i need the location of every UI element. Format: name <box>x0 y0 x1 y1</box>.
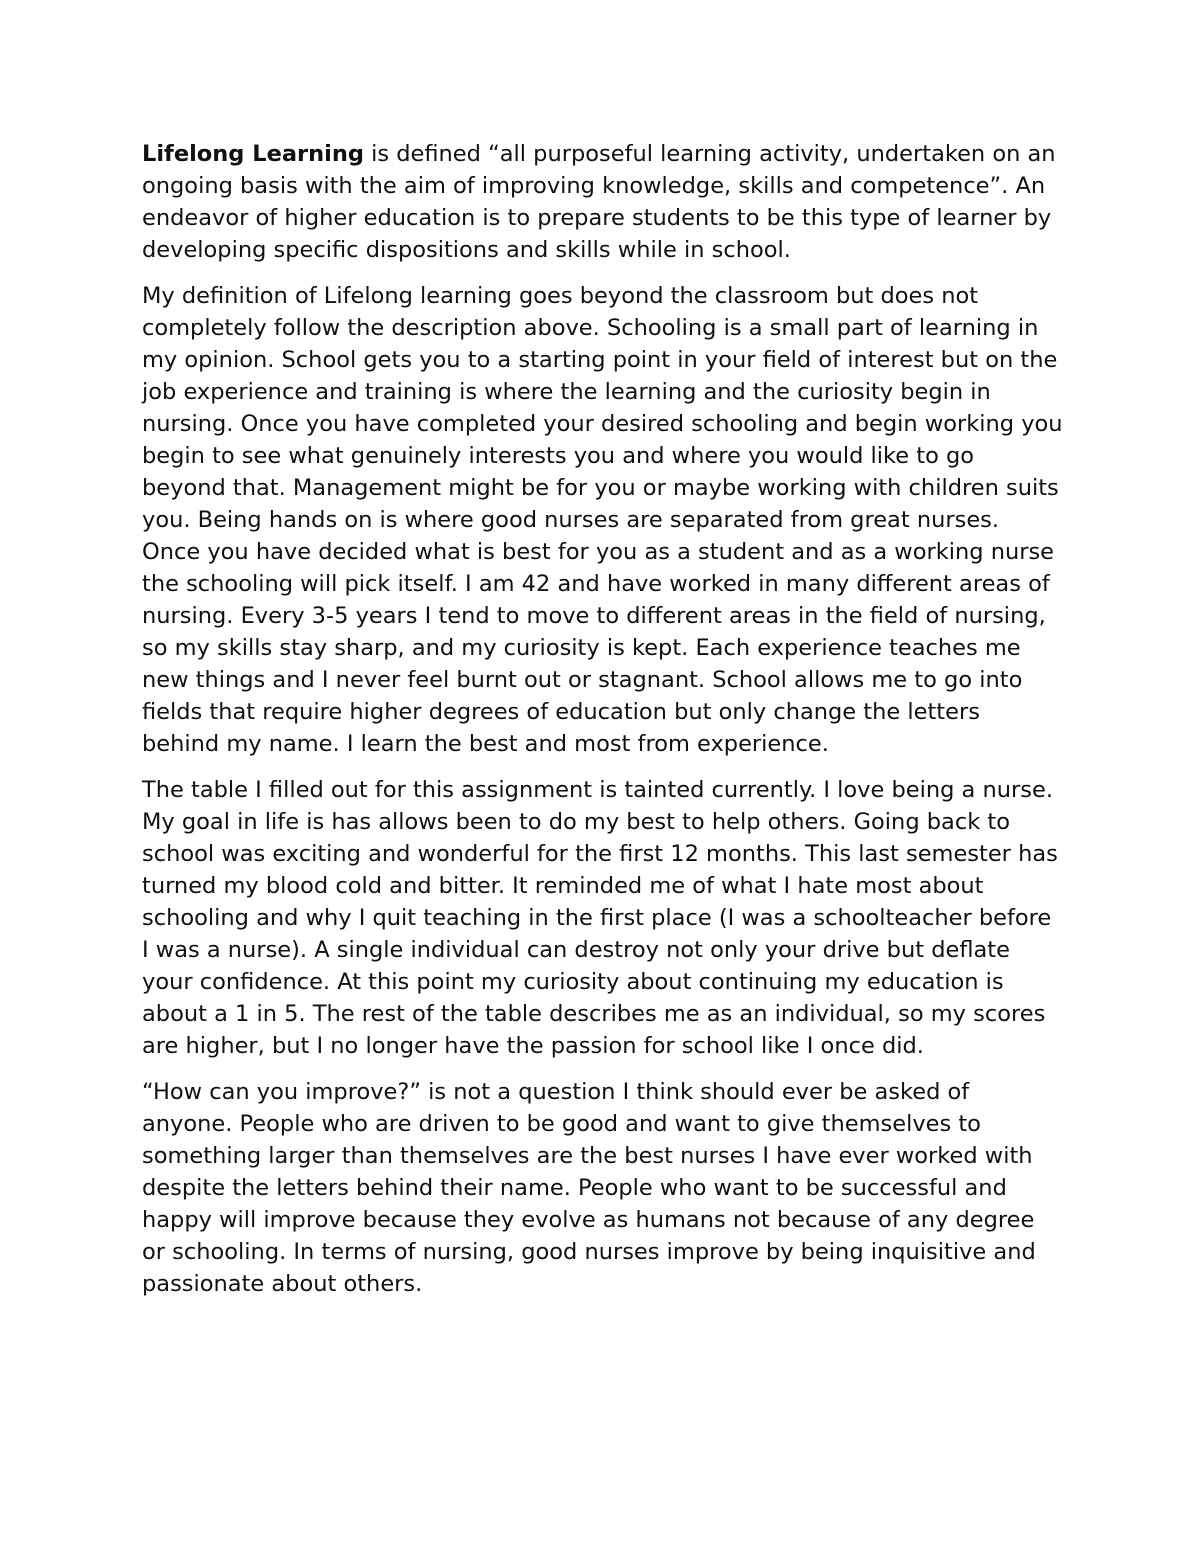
paragraph-my-definition <box>142 280 1064 760</box>
paragraph-text: “How can you improve?” is not a question I think should ever be asked of anyone. People who are driven to be good and want to give themselves to something larger than themselves are the best nurses I have ever worked with despite the letters behind their name. People who want to be successful and happy will improve because they evolve as humans not because of any degree or schooling. In terms of nursing, good nurses improve by being inquisitive and passionate about others. <box>142 1079 1036 1297</box>
paragraph-text: The table I filled out for this assignment is tainted currently. I love being a nurse. My goal in life is has allows been to do my best to help others. Going back to school was exciting and wonderful for the first 12 months. This last semester has turned my blood cold and bitter. It reminded me of what I hate most about schooling and why I quit teaching in the first place (I was a schoolteacher before I was a nurse). A single individual can destroy not only your drive but deflate your confidence. At this point my curiosity about continuing my education is about a 1 in 5. The rest of the table describes me as an individual, so my scores are higher, but I no longer have the passion for school like I once did. <box>142 777 1058 1059</box>
document-body <box>142 138 1064 1314</box>
paragraph-definition <box>142 138 1064 266</box>
lead-term: Lifelong Learning <box>142 141 364 167</box>
paragraph-text: My definition of Lifelong learning goes beyond the classroom but does not completely follow the description above. Schooling is a small part of learning in my opinion. School gets you to a starting point in your field of interest but on the job experience and training is where the learning and the curiosity begin in nursing. Once you have completed your desired schooling and begin working you begin to see what genuinely interests you and where you would like to go beyond that. Management might be for you or maybe working with children suits you. Being hands on is where good nurses are separated from great nurses. Once you have decided what is best for you as a student and as a working nurse the schooling will pick itself. I am 42 and have worked in many different areas of nursing. Every 3-5 years I tend to move to different areas in the field of nursing, so my skills stay sharp, and my curiosity is kept. Each experience teaches me new things and I never feel burnt out or stagnant. School allows me to go into fields that require higher degrees of education but only change the letters behind my name. I learn the best and most from experience. <box>142 283 1063 757</box>
paragraph-text: is defined “all purposeful learning activity, undertaken on an ongoing basis with the aim of improving knowledge, skills and competence”. An endeavor of higher education is to prepare students to be this type of learner by developing specific dispositions and skills while in school. <box>142 141 1056 263</box>
paragraph-table <box>142 774 1064 1062</box>
paragraph-improve <box>142 1076 1064 1300</box>
